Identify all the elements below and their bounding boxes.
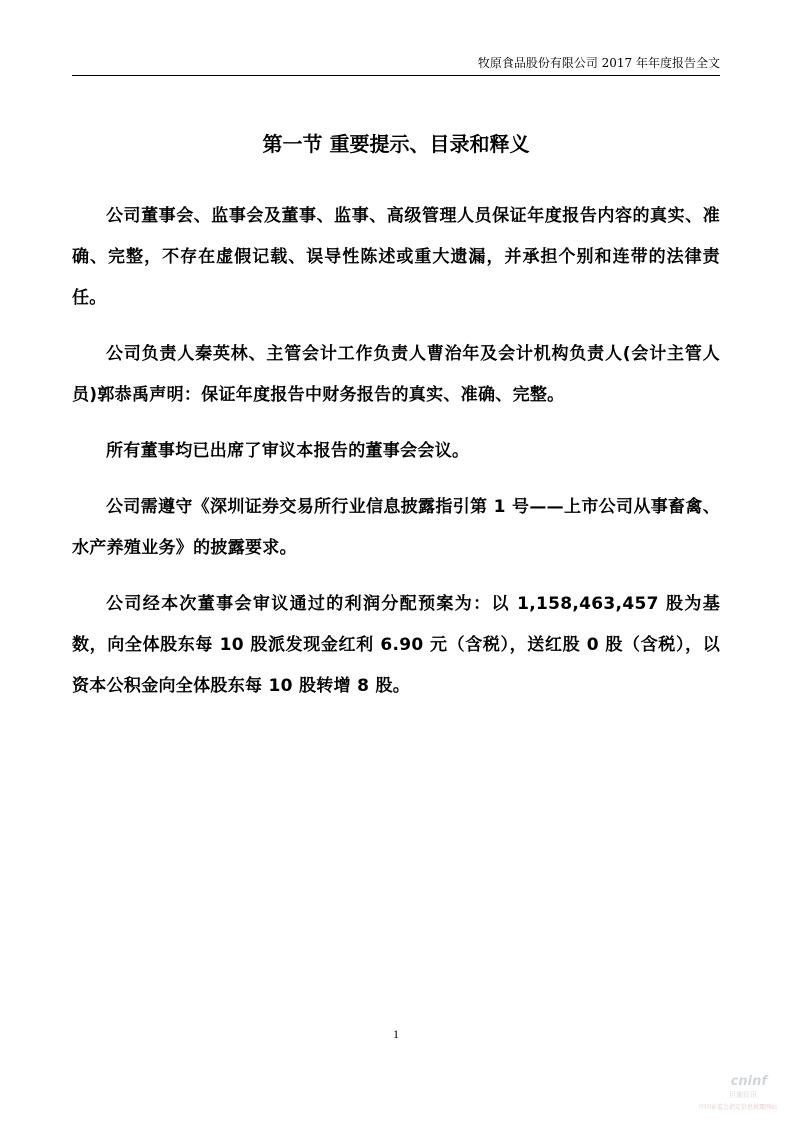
section-title: 第一节 重要提示、目录和释义 <box>262 132 530 156</box>
cninf-watermark <box>687 1074 777 1114</box>
cninf-subtitle: 巨潮资讯 <box>729 1091 757 1099</box>
paragraph-statement: 公司负责人秦英林、主管会计工作负责人曹治年及会计机构负责人(会计主管人员)郭恭禹声明：保证年度报告中财务报告的真实、准确、完整。 <box>72 344 720 405</box>
cninf-tagline: 中国证监会指定信息披露网站 <box>698 1104 777 1111</box>
document-body <box>72 196 720 722</box>
header-text: 牧原食品股份有限公司 2017 年年度报告全文 <box>477 56 720 70</box>
paragraph-profit-distribution: 公司经本次董事会审议通过的利润分配预案为：以 1,158,463,457 股为基数，向全体股东每 10 股派发现金红利 6.90 元（含税），送红股 0 股（含税），以资本公积金向全体股东每 10 股转增 8 股。 <box>72 594 720 696</box>
paragraph-disclosure: 公司需遵守《深圳证券交易所行业信息披露指引第 1 号——上市公司从事畜禽、水产养殖业务》的披露要求。 <box>72 497 720 558</box>
paragraph-responsibility: 公司董事会、监事会及董事、监事、高级管理人员保证年度报告内容的真实、准确、完整，不存在虚假记载、误导性陈述或重大遗漏，并承担个别和连带的法律责任。 <box>72 206 720 308</box>
page-header <box>72 55 720 76</box>
paragraph-attendance: 所有董事均已出席了审议本报告的董事会会议。 <box>106 441 470 461</box>
page-number: 1 <box>393 1027 399 1041</box>
cninf-logo: cninf <box>730 1074 767 1089</box>
